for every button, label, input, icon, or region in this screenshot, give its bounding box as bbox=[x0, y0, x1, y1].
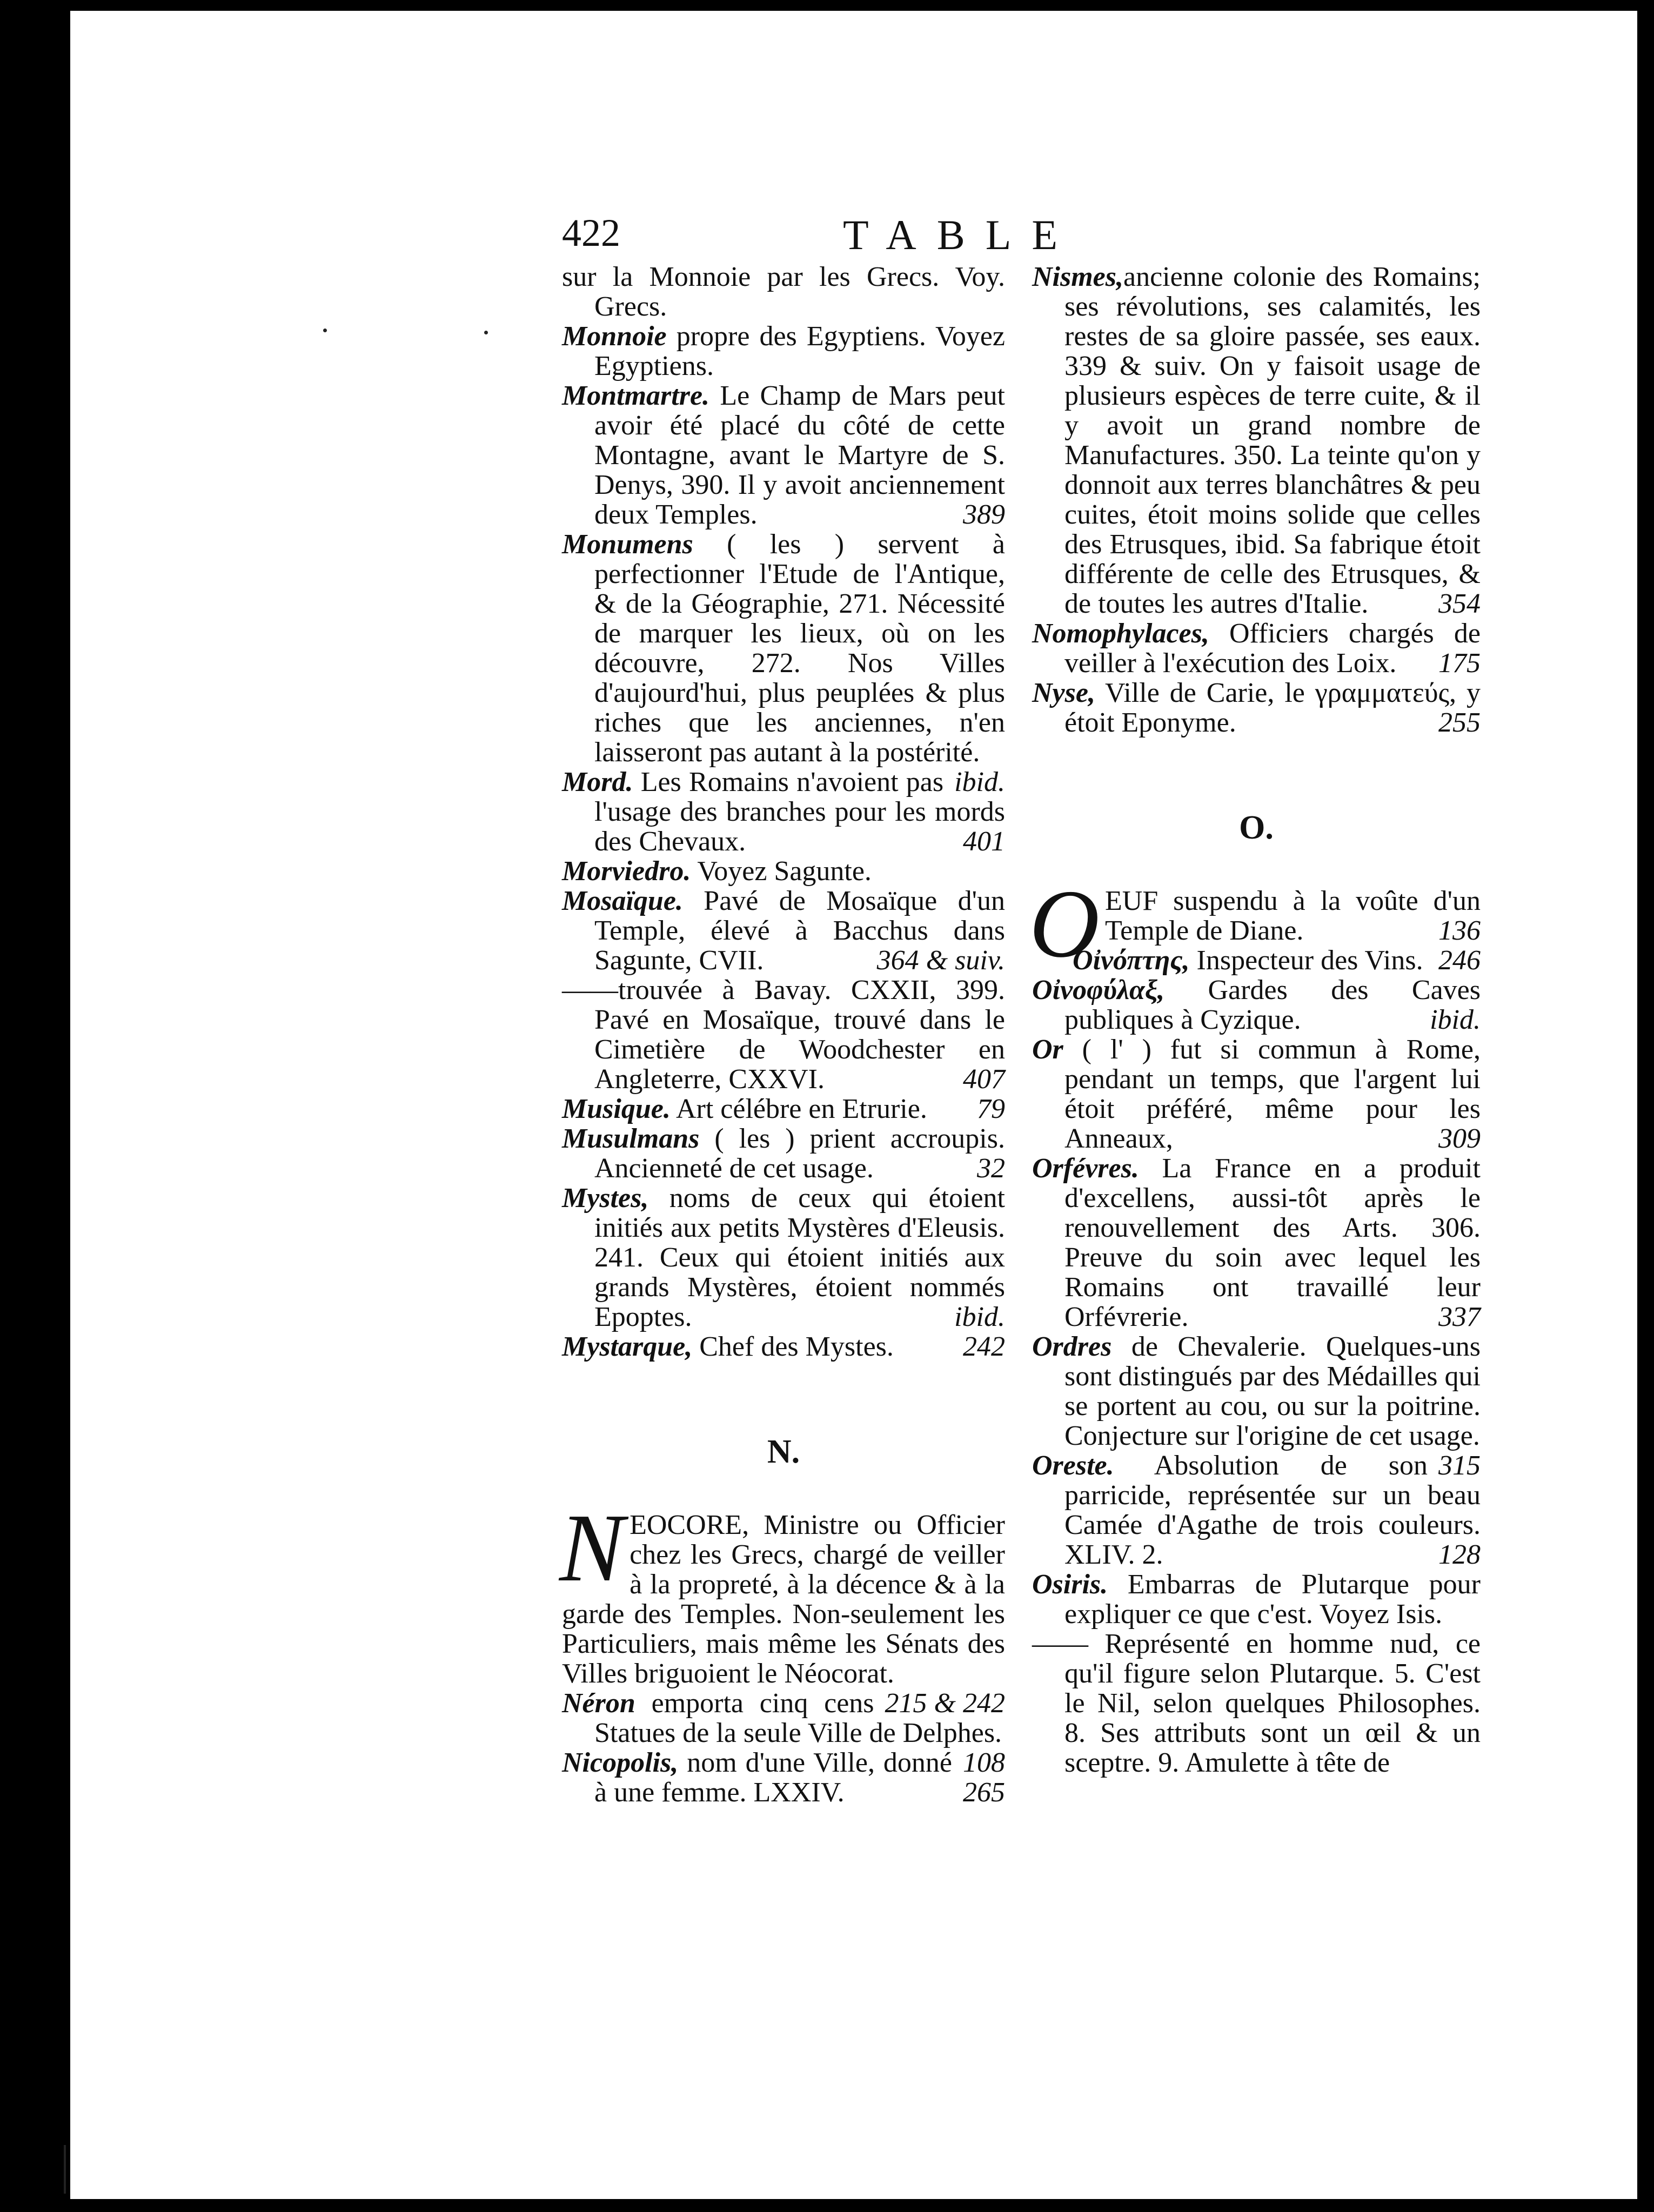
entry-page-ref: 215 & 242 bbox=[885, 1688, 1005, 1719]
entry-page-ref: 128 bbox=[1438, 1539, 1481, 1570]
index-entry bbox=[562, 1748, 1005, 1807]
entry-text: EUF suspendu à la voûte d'un Temple de Diane. bbox=[1105, 886, 1481, 946]
margin-speck bbox=[484, 331, 488, 334]
entry-text: ( les ) prient accroupis. Ancienneté de cet usage. bbox=[594, 1123, 1005, 1184]
index-entry bbox=[562, 1183, 1005, 1332]
entry-text: ancienne colonie des Romains; ses révolutions, ses calamités, les restes de sa gloire passée, ses eaux. 339 & suiv. On y faisoit usage de plusieurs espèces de terre cuite, & il y avoit un grand nombre de Manufactures. 350. La teinte qu'on y donnoit aux terres blanchâtres & peu cuites, étoit moins solide que celles des Etrusques, ibid. Sa fabrique étoit différente de celle des Etrusques, & de toutes les autres d'Italie. bbox=[1064, 262, 1481, 619]
index-entry bbox=[562, 321, 1005, 381]
section-letter-o: O. bbox=[1239, 809, 1274, 846]
index-entry bbox=[1032, 1154, 1481, 1332]
index-column-right bbox=[1029, 262, 1481, 1778]
drop-cap-n: N bbox=[559, 1494, 625, 1601]
index-entry bbox=[1032, 975, 1481, 1035]
entry-headword: Nomophylaces, bbox=[1032, 618, 1209, 649]
entry-page-ref: ibid. bbox=[1430, 1004, 1481, 1035]
running-title: TABLE bbox=[843, 211, 1079, 258]
index-entry bbox=[1032, 1570, 1481, 1629]
index-entry bbox=[562, 856, 1005, 886]
entry-page-ref: ibid. bbox=[954, 1302, 1005, 1332]
entry-page-ref: 79 bbox=[977, 1094, 1005, 1124]
entry-headword: Ordres bbox=[1032, 1331, 1112, 1362]
entry-headword: Mord. bbox=[562, 767, 633, 797]
entry-headword: Monnoie bbox=[562, 321, 667, 352]
entry-headword: Mosaïque. bbox=[562, 886, 683, 916]
entry-page-ref: 242 bbox=[963, 1331, 1005, 1362]
entry-page-ref: 255 bbox=[1438, 707, 1481, 738]
entry-page-ref: 175 bbox=[1438, 648, 1481, 679]
entry-headword: Or bbox=[1032, 1034, 1063, 1065]
entry-text: propre des Egyptiens. Voyez Egyptiens. bbox=[594, 321, 1005, 381]
entry-text: noms de ceux qui étoient initiés aux petits Mystères d'Eleusis. 241. Ceux qui étoient initiés aux grands Mystères, étoient nommés Epoptes. bbox=[594, 1183, 1005, 1332]
entry-text: ( l' ) fut si commun à Rome, pendant un temps, que l'argent lui étoit préféré, même pour les Anneaux, bbox=[1063, 1034, 1481, 1154]
entry-headword: Morviedro. bbox=[562, 856, 691, 887]
entry-text: ( les ) servent à perfectionner l'Etude de l'Antique, & de la Géographie, 271. Nécessité de marquer les lieux, où on les découvre, 272. Nos Villes d'aujourd'hui, plus peuplées & plus riches que les anciennes, n'en laisseront pas autant à la postérité. bbox=[594, 529, 1005, 768]
entry-headword: Nicopolis, bbox=[562, 1747, 679, 1778]
entry-text: Embarras de Plutarque pour expliquer ce que c'est. Voyez Isis. bbox=[1064, 1569, 1481, 1630]
entry-page-ref: 401 bbox=[963, 826, 1005, 857]
index-entry bbox=[562, 1124, 1005, 1183]
index-entry bbox=[562, 381, 1005, 529]
index-entry bbox=[562, 1094, 1005, 1124]
index-entry bbox=[1032, 619, 1481, 678]
page-header bbox=[562, 211, 1454, 259]
index-entry bbox=[562, 262, 1005, 321]
entry-text: Représenté en homme nud, ce qu'il figure selon Plutarque. 5. C'est le Nil, selon quelques Philosophes. 8. Ses attributs sont un œil & un sceptre. 9. Amulette à tête de bbox=[1064, 1628, 1481, 1778]
entry-text: Ville de Carie, le γραμματεύς, y étoit Eponyme. bbox=[1064, 678, 1481, 738]
entry-headword: Montmartre. bbox=[562, 380, 710, 411]
entry-text: EOCORE, Ministre ou Officier chez les Grecs, chargé de veiller à la propreté, à la décence & à la garde des Temples. Non-seulement les Particuliers, mais même les Sénats des Villes briguoient le Néocorat. bbox=[562, 1510, 1005, 1689]
entry-page-ref: 246 bbox=[1438, 945, 1481, 976]
entry-text: Chef des Mystes. bbox=[692, 1331, 894, 1362]
index-entry bbox=[1032, 1629, 1481, 1778]
entry-headword: Oreste. bbox=[1032, 1450, 1114, 1481]
entry-headword: Οἰνόπτης, bbox=[1073, 945, 1190, 976]
entry-headword: Mystes, bbox=[562, 1183, 649, 1214]
index-entry bbox=[1032, 1035, 1481, 1154]
entry-text: Gardes des Caves publiques à Cyzique. bbox=[1064, 975, 1481, 1035]
entry-page-ref: 315 bbox=[1438, 1450, 1481, 1481]
entry-text: de Chevalerie. Quelques-uns sont distingués par des Médailles qui se portent au cou, ou sur la poitrine. Conjecture sur l'origine de cet usage. bbox=[1064, 1331, 1481, 1451]
entry-text: Les Romains n'avoient pas l'usage des branches pour les mords des Chevaux. bbox=[594, 767, 1005, 857]
index-entry bbox=[562, 767, 1005, 856]
entry-text: Inspecteur des Vins. bbox=[1189, 945, 1423, 976]
entry-list-m bbox=[562, 262, 1005, 1362]
entry-page-ref: 108 bbox=[963, 1747, 1005, 1778]
entry-headword: Οἰνοφύλαξ, bbox=[1032, 975, 1165, 1006]
entry-page-ref: 407 bbox=[963, 1064, 1005, 1095]
entry-text: trouvée à Bavay. CXXII, 399. Pavé en Mosaïque, trouvé dans le Cimetière de Woodchester en Angleterre, CXXVI. bbox=[594, 975, 1005, 1095]
entry-text: La France en a produit d'excellens, aussi-tôt après le renouvellement des Arts. 306. Preuve du soin avec lequel les Romains ont travaillé leur Orfévrerie. bbox=[1064, 1153, 1481, 1332]
entry-text: Pavé de Mosaïque d'un Temple, élevé à Bacchus dans Sagunte, CVII. bbox=[594, 886, 1005, 976]
entry-headword: Monumens bbox=[562, 529, 693, 560]
entry-headword: Nyse, bbox=[1032, 678, 1095, 708]
entry-text: Art célébre en Etrurie. bbox=[670, 1094, 927, 1124]
index-entry bbox=[562, 975, 1005, 1094]
entry-page-ref: 354 bbox=[1438, 588, 1481, 619]
entry-page-ref: 309 bbox=[1438, 1123, 1481, 1154]
entry-text: Le Champ de Mars peut avoir été placé du côté de cette Montagne, avant le Martyre de S. Denys, 390. Il y avoit anciennement deux Temples. bbox=[594, 380, 1005, 530]
entry-text: nom d'une Ville, donné à une femme. LXXIV. bbox=[594, 1747, 952, 1808]
index-entry bbox=[562, 1332, 1005, 1362]
entry-text: Absolution de son parricide, représentée sur un beau Camée d'Agathe de trois couleurs. XLIV. 2. bbox=[1064, 1450, 1481, 1570]
drop-cap-o: O bbox=[1029, 870, 1100, 977]
entry-text: Officiers chargés de veiller à l'exécution des Loix. bbox=[1064, 618, 1481, 679]
index-entry bbox=[1032, 946, 1481, 975]
entry-headword: Orfévres. bbox=[1032, 1153, 1139, 1184]
margin-speck bbox=[323, 329, 327, 332]
entry-headword: Musulmans bbox=[562, 1123, 700, 1154]
entry-headword: Néron bbox=[562, 1688, 635, 1719]
entry-page-ref: ibid. bbox=[954, 767, 1005, 797]
entry-text: sur la Monnoie par les Grecs. Voy. Grecs. bbox=[562, 262, 1005, 322]
index-entry bbox=[562, 886, 1005, 975]
entry-headword: Nismes, bbox=[1032, 262, 1123, 292]
index-entry bbox=[1032, 1451, 1481, 1570]
entry-dash: —— bbox=[1032, 1628, 1088, 1659]
index-entry bbox=[1032, 262, 1481, 619]
entry-text: emporta cinq cens Statues de la seule Ville de Delphes. bbox=[594, 1688, 1002, 1748]
entry-page-ref: 337 bbox=[1438, 1302, 1481, 1332]
section-letter-n: N. bbox=[767, 1433, 800, 1470]
entry-headword: Musique. bbox=[562, 1094, 671, 1124]
entry-page-ref: 136 bbox=[1438, 915, 1481, 946]
entry-page-ref: 32 bbox=[977, 1153, 1005, 1184]
entry-page-ref: 364 & suiv. bbox=[876, 945, 1005, 976]
entry-headword: Osiris. bbox=[1032, 1569, 1108, 1600]
page-edge-mark bbox=[64, 2145, 66, 2194]
entry-headword: Mystarque, bbox=[562, 1331, 693, 1362]
entry-text: Voyez Sagunte. bbox=[691, 856, 872, 887]
entry-page-ref: 265 bbox=[963, 1777, 1005, 1808]
page-number: 422 bbox=[562, 211, 620, 254]
entry-page-ref: 389 bbox=[963, 499, 1005, 530]
index-column-left bbox=[559, 262, 1005, 1808]
index-entry bbox=[1032, 678, 1481, 738]
entry-dash: —— bbox=[562, 975, 618, 1006]
